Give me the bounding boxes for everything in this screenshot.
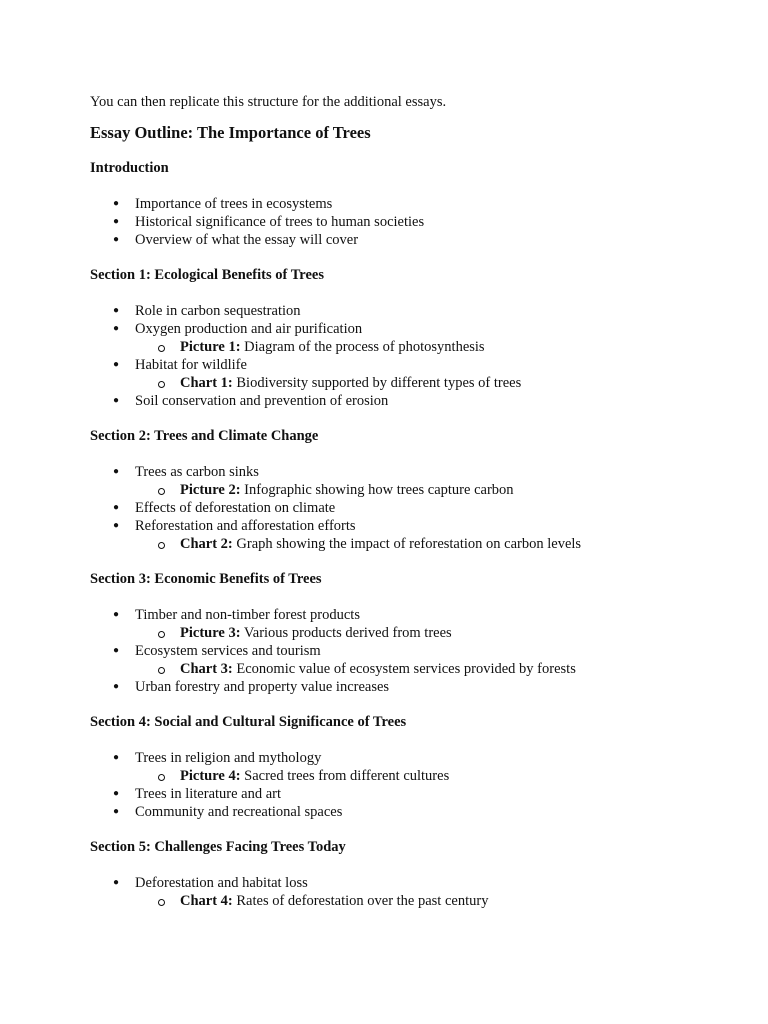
bullet-icon: ● — [113, 466, 120, 477]
list-item: ● Trees in literature and art — [113, 786, 282, 802]
circle-bullet-icon — [158, 542, 165, 549]
sub-list-item: Chart 1: Biodiversity supported by different types of trees — [90, 374, 768, 392]
section-4-list — [90, 749, 768, 821]
sub-list — [135, 892, 768, 910]
list-item: ● Reforestation and afforestation efforts Chart 2: Graph showing the impact of reforestation on carbon levels — [90, 517, 768, 553]
circle-bullet-icon — [158, 667, 165, 674]
section-1-list — [90, 302, 768, 410]
bullet-icon: ● — [113, 502, 120, 513]
sub-list — [135, 767, 768, 785]
bullet-icon: ● — [113, 234, 120, 245]
list-item: ● Importance of trees in ecosystems — [113, 196, 333, 212]
list-item: ● Community and recreational spaces — [113, 804, 343, 820]
bullet-icon: ● — [113, 520, 120, 531]
circle-bullet-icon — [158, 774, 165, 781]
list-item: ● Trees in religion and mythology Picture 4: Sacred trees from different cultures — [90, 749, 768, 785]
circle-bullet-icon — [158, 631, 165, 638]
section-heading-4: Section 4: Social and Cultural Significance of Trees — [90, 714, 407, 730]
bullet-icon: ● — [113, 395, 120, 406]
sub-list-item: Picture 3: Various products derived from trees — [90, 624, 768, 642]
circle-bullet-icon — [158, 488, 165, 495]
section-heading-introduction: Introduction — [90, 160, 169, 176]
section-heading-3: Section 3: Economic Benefits of Trees — [90, 571, 322, 587]
list-item: ● Effects of deforestation on climate — [113, 500, 336, 516]
bullet-icon: ● — [113, 645, 120, 656]
sub-list-item: Picture 4: Sacred trees from different cultures — [90, 767, 768, 785]
list-item: ● Habitat for wildlife Chart 1: Biodiversity supported by different types of trees — [90, 356, 768, 392]
sub-list — [135, 374, 768, 392]
list-item: ● Urban forestry and property value increases — [113, 679, 390, 695]
page-title: Essay Outline: The Importance of Trees — [90, 123, 371, 142]
bullet-icon: ● — [113, 323, 120, 334]
circle-bullet-icon — [158, 899, 165, 906]
bullet-icon: ● — [113, 681, 120, 692]
sub-list-item: Picture 1: Diagram of the process of photosynthesis — [90, 338, 768, 356]
bullet-icon: ● — [113, 877, 120, 888]
list-item: ● Deforestation and habitat loss Chart 4: Rates of deforestation over the past century — [90, 874, 768, 910]
intro-line: You can then replicate this structure for the additional essays. — [90, 94, 447, 110]
sub-list — [135, 535, 768, 553]
bullet-icon: ● — [113, 752, 120, 763]
sub-list — [135, 338, 768, 356]
list-item: ● Historical significance of trees to human societies — [113, 214, 425, 230]
section-heading-1: Section 1: Ecological Benefits of Trees — [90, 267, 324, 283]
list-item: ● Soil conservation and prevention of erosion — [113, 393, 389, 409]
sub-list-item: Chart 3: Economic value of ecosystem services provided by forests — [90, 660, 768, 678]
sub-list-item: Chart 4: Rates of deforestation over the past century — [90, 892, 768, 910]
bullet-icon: ● — [113, 305, 120, 316]
sub-list-item: Picture 2: Infographic showing how trees capture carbon — [90, 481, 768, 499]
section-2-list — [90, 463, 768, 553]
section-heading-5: Section 5: Challenges Facing Trees Today — [90, 839, 346, 855]
section-heading-2: Section 2: Trees and Climate Change — [90, 428, 319, 444]
list-item: ● Timber and non-timber forest products Picture 3: Various products derived from trees — [90, 606, 768, 642]
list-item: ● Oxygen production and air purification Picture 1: Diagram of the process of photosynthesis — [90, 320, 768, 356]
section-5-list — [90, 874, 768, 910]
bullet-icon: ● — [113, 198, 120, 209]
bullet-icon: ● — [113, 216, 120, 227]
circle-bullet-icon — [158, 381, 165, 388]
list-item: ● Trees as carbon sinks Picture 2: Infographic showing how trees capture carbon — [90, 463, 768, 499]
sub-list — [135, 481, 768, 499]
circle-bullet-icon — [158, 345, 165, 352]
bullet-icon: ● — [113, 609, 120, 620]
sub-list — [135, 660, 768, 678]
bullet-icon: ● — [113, 806, 120, 817]
bullet-icon: ● — [113, 359, 120, 370]
bullet-icon: ● — [113, 788, 120, 799]
sub-list — [135, 624, 768, 642]
section-3-list — [90, 606, 768, 696]
list-item: ● Overview of what the essay will cover — [113, 232, 359, 248]
list-item: ● Role in carbon sequestration — [113, 303, 301, 319]
sub-list-item: Chart 2: Graph showing the impact of reforestation on carbon levels — [90, 535, 768, 553]
introduction-list — [90, 195, 768, 249]
list-item: ● Ecosystem services and tourism Chart 3: Economic value of ecosystem services provided by forests — [90, 642, 768, 678]
